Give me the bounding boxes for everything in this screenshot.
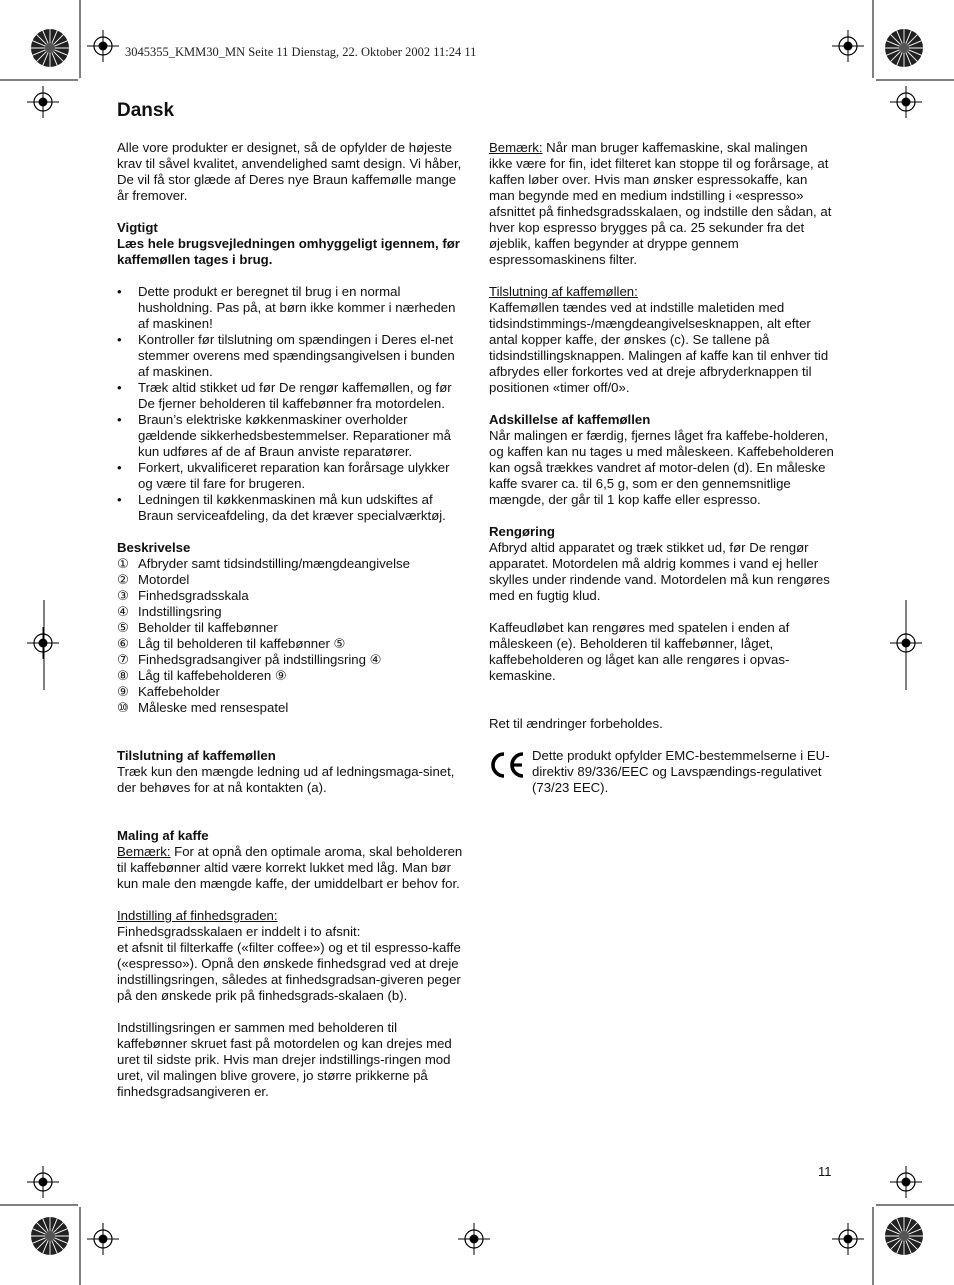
rengoring-heading: Rengøring: [489, 524, 555, 539]
finhed-line1: Finhedsgradsskalaen er inddelt i to afsnit:: [117, 924, 361, 939]
rengoring-text: Afbryd altid apparatet og træk stikket ud, før De rengør apparatet. Motordelen må aldrig kommes i vand ej heller skylles under rindende vand. Motordelen må kun rengøres med en fugtig klud.: [489, 540, 830, 603]
parts-list: [117, 556, 465, 716]
list-item: ① Afbryder samt tidsindstilling/mængdeangivelse: [117, 556, 410, 571]
bullet-icon: •: [117, 412, 122, 427]
finhed-text: et afsnit til filterkaffe («filter coffee») og et til espresso-kaffe («espresso»). Opnå den ønskede finhedsgrad ved at dreje indstillingsringen, således at finhedsgradsan-giveren peger på den ønskede prik på finhedsgrads-skalaen (b).: [117, 940, 461, 1003]
list-item: ⑧ Låg til kaffebeholderen ⑨: [117, 668, 287, 683]
vigtigt-subheading: Læs hele brugsvejledningen omhyggeligt igennem, før kaffemøllen tages i brug.: [117, 236, 460, 267]
bullet-icon: •: [117, 284, 122, 299]
list-item: • Forkert, ukvalificeret reparation kan forårsage ulykker og være til fare for brugeren.: [117, 460, 450, 491]
tilslutning-section: [117, 748, 465, 796]
tilslutning-right-section: [489, 284, 834, 396]
maling-heading: Maling af kaffe: [117, 828, 209, 843]
tilslutning-heading: Tilslutning af kaffemøllen: [117, 748, 276, 763]
list-item: • Dette produkt er beregnet til brug i en normal husholdning. Pas på, at børn ikke kommer i nærheden af maskinen!: [117, 284, 456, 331]
list-item: • Braun’s elektriske køkkenmaskiner overholder gældende sikkerhedsbestemmelser. Reparationer må kun udføres af de af Braun anviste reparatører.: [117, 412, 451, 459]
list-item: ③ Finhedsgradsskala: [117, 588, 249, 603]
maling-note-label: Bemærk:: [117, 844, 171, 859]
beskrivelse-heading: Beskrivelse: [117, 540, 191, 555]
adskillelse-text: Når malingen er færdig, fjernes låget fra kaffebe-holderen, og kaffen kan nu tages u med måleskeen. Kaffebeholderen kan også trækkes vandret af motor-delen (d). En måleske kaffe svarer ca. til 6,5 g, som er den gennemsnitlige mængde, der går til 1 kop kaffe eller espresso.: [489, 428, 834, 507]
ce-notice: [489, 748, 834, 796]
ring-paragraph: Indstillingsringen er sammen med beholderen til kaffebønner skruet fast på motordelen og kan drejes med uret til sidste prik. Hvis man drejer indstillings-ringen mod uret, vil malingen blive grovere, jo større prikkerne på finhedsgradsangiveren er.: [117, 1020, 452, 1099]
left-column: [117, 140, 465, 1116]
maling-section: [117, 828, 465, 892]
page-title: Dansk: [117, 100, 175, 121]
intro-paragraph: Alle vore produkter er designet, så de opfylder de højeste krav til såvel kvalitet, anvendelighed samt design. Vi håber, De vil få stor glæde af Deres nye Braun kaffemølle mange år fremover.: [117, 140, 462, 203]
bullet-icon: •: [117, 332, 122, 347]
kaffeudlob-paragraph: Kaffeudløbet kan rengøres med spatelen i enden af måleskeen (e). Beholderen til kaffebønner, låget, kaffebeholderen og låget kan alle rengøres i opvas-kemaskine.: [489, 620, 790, 683]
forbehold-paragraph: Ret til ændringer forbeholdes.: [489, 716, 663, 731]
tilslutning-right-label: Tilslutning af kaffemøllen:: [489, 284, 638, 299]
tilslutning-right-text: Kaffemøllen tændes ved at indstille maletiden med tidsindstimmings-/mængdeangivelsesknappen, alt efter antal kopper kaffe, der ønskes (c). Se tallene på tidsindstillingsknappen. Malingen af kaffe kan til enhver tid afbrydes eller forkortes ved at dreje afbryderknappen til positionen «timer off/0».: [489, 300, 829, 395]
adskillelse-section: [489, 412, 834, 508]
print-slug: 3045355_KMM30_MN Seite 11 Dienstag, 22. Oktober 2002 11:24 11: [125, 45, 477, 59]
list-item: ⑨ Kaffebeholder: [117, 684, 220, 699]
bullet-icon: •: [117, 492, 122, 507]
ce-mark-icon: [489, 750, 525, 780]
bullet-icon: •: [117, 380, 122, 395]
tilslutning-text: Træk kun den mængde ledning ud af ledningsmaga-sinet, der behøves for at nå kontakten (a).: [117, 764, 455, 795]
finhed-label: Indstilling af finhedsgraden:: [117, 908, 278, 923]
adskillelse-heading: Adskillelse af kaffemøllen: [489, 412, 651, 427]
vigtigt-section: [117, 220, 465, 268]
list-item: • Træk altid stikket ud før De rengør kaffemøllen, og før De fjerner beholderen til kaffebønner fra motordelen.: [117, 380, 452, 411]
list-item: ② Motordel: [117, 572, 190, 587]
list-item: • Kontroller før tilslutning om spændingen i Deres el-net stemmer overens med spændingsangivelsen i bunden af maskinen.: [117, 332, 455, 379]
finhed-section: [117, 908, 465, 1004]
note-text: Når man bruger kaffemaskine, skal malingen ikke være for fin, idet filteret kan stoppe til og forårsage, at kaffen løber over. Hvis man ønsker espressokaffe, kan man begynde med en medium indstilling i «espresso» afsnittet på finhedsgradsskalaen, og indstille den sådan, at hver kop espresso brygges på ca. 25 sekunder fra det øjeblik, kaffen begynder at dryppe gennem espressomaskinens filter.: [489, 140, 832, 267]
bullet-icon: •: [117, 460, 122, 475]
ce-text: Dette produkt opfylder EMC-bestemmelserne i EU-direktiv 89/336/EEC og Lavspændings-regulativet (73/23 EEC).: [532, 748, 830, 795]
note-label: Bemærk:: [489, 140, 543, 155]
list-item: • Ledningen til køkkenmaskinen må kun udskiftes af Braun serviceafdeling, da det kræver specialværktøj.: [117, 492, 446, 523]
list-item: ⑩ Måleske med rensespatel: [117, 700, 289, 715]
right-column: [489, 140, 834, 796]
safety-list: [117, 284, 465, 524]
maling-note-text: For at opnå den optimale aroma, skal beholderen til kaffebønner altid være korrekt lukket med låg. Man bør kun male den mængde kaffe, der umiddelbart er behov for.: [117, 844, 463, 891]
list-item: ⑥ Låg til beholderen til kaffebønner ⑤: [117, 636, 346, 651]
list-item: ⑦ Finhedsgradsangiver på indstillingsring ④: [117, 652, 382, 667]
note-paragraph: [489, 140, 834, 268]
rengoring-section: [489, 524, 834, 604]
page-number: 11: [818, 1164, 832, 1179]
list-item: ⑤ Beholder til kaffebønner: [117, 620, 278, 635]
vigtigt-heading: Vigtigt: [117, 220, 158, 235]
list-item: ④ Indstillingsring: [117, 604, 222, 619]
